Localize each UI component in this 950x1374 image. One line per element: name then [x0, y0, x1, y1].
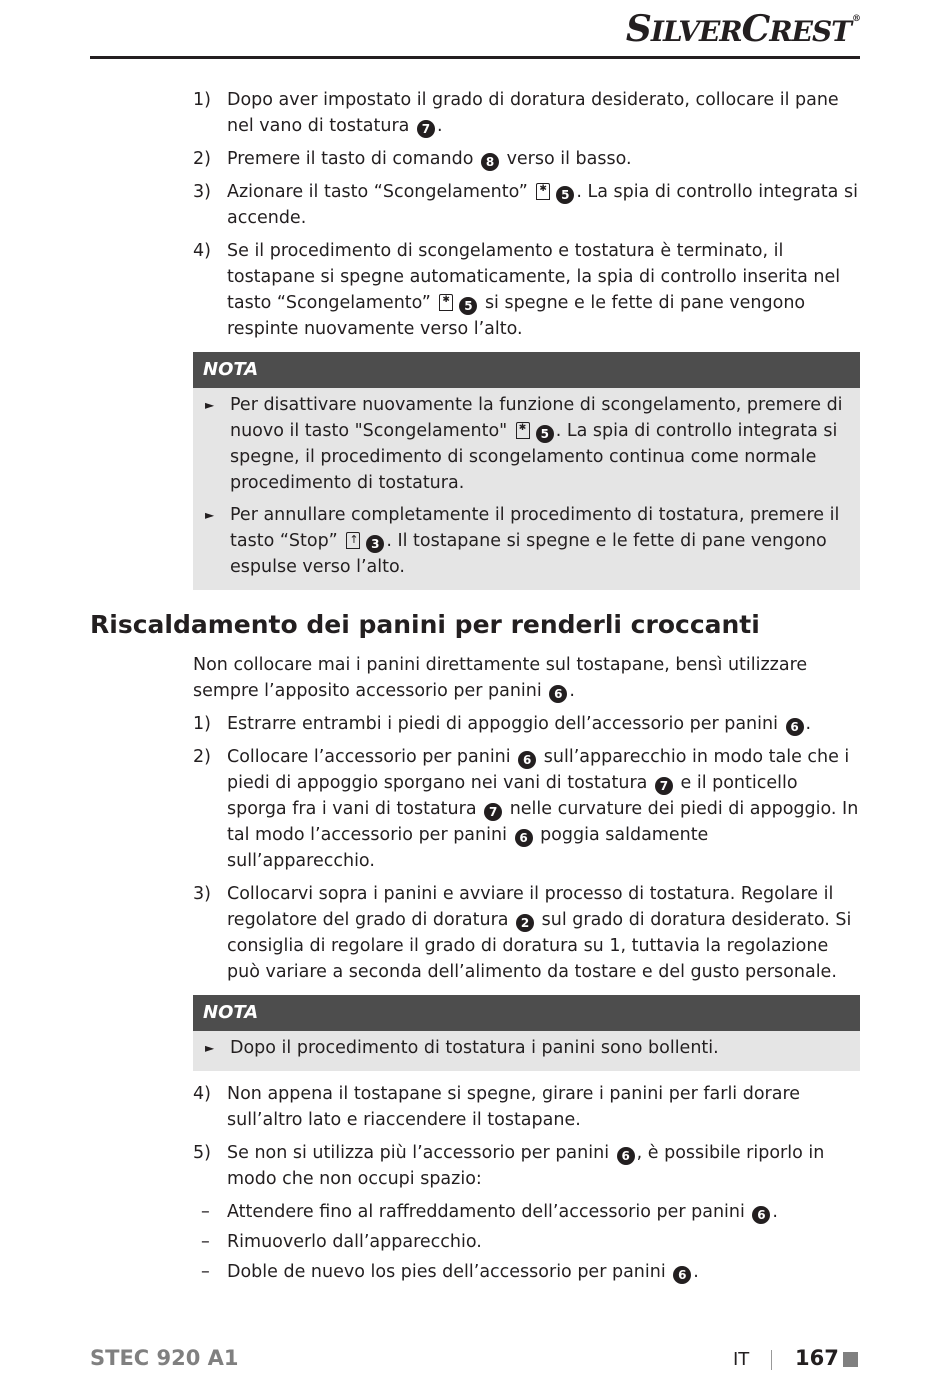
dash-item: – Doble de nuevo los pies dell’accessorio per panini 6 .	[201, 1262, 699, 1282]
note-item: ► Per disattivare nuovamente la funzione di scongelamento, premere di nuovo il tasto "Scongelamento" ✱5 . La spia di controllo integrata si spegne, il procedimento di scongelamento continua come normale procedimento di tostatura.	[205, 392, 846, 496]
circle-number-icon: 6	[549, 685, 567, 703]
defrost-icon	[516, 422, 530, 439]
note-item: ► Dopo il procedimento di tostatura i panini sono bollenti.	[205, 1035, 846, 1061]
stop-icon	[346, 532, 360, 549]
step-3: 3) Azionare il tasto “Scongelamento” ✱5 . La spia di controllo integrata si accende.	[193, 179, 860, 231]
circle-number-icon: 3	[366, 535, 384, 553]
note-title: NOTA	[193, 995, 860, 1031]
circle-number-icon: 6	[786, 718, 804, 736]
circle-number-icon: 8	[481, 153, 499, 171]
arrow-right-icon: ►	[205, 1041, 215, 1055]
step-1: 1) Dopo aver impostato il grado di doratura desiderato, collocare il pane nel vano di tostatura 7 .	[193, 90, 839, 136]
page-content	[90, 87, 860, 1289]
step-4: 4) Se il procedimento di scongelamento e tostatura è terminato, il tostapane si spegne automaticamente, la spia di controllo inserita nel tasto “Scongelamento” ✱5 si spegne e le fette di pane vengono respinte nuovamente verso l’alto.	[193, 238, 860, 342]
step-4: 4) Non appena il tostapane si spegne, girare i panini per farli dorare sull’altro lato e riaccendere il tostapane.	[193, 1084, 801, 1130]
circle-number-icon: 6	[515, 829, 533, 847]
step-3: 3) Collocarvi sopra i panini e avviare il processo di tostatura. Regolare il regolatore del grado di doratura 2 sul grado di doratura desiderato. Si consiglia di regolare il grado di doratura su 1, tuttavia la regolazione può variare a seconda dell’alimento da tostare e del gusto personale.	[193, 884, 852, 982]
section-heading: Riscaldamento dei panini per renderli croccanti	[90, 610, 760, 639]
silvercrest-logo: SILVERCREST®	[625, 8, 860, 50]
circle-number-icon: 6	[673, 1266, 691, 1284]
circle-number-icon: 6	[752, 1206, 770, 1224]
footer-divider	[771, 1350, 772, 1370]
steps-list	[193, 711, 860, 985]
header-rule	[90, 56, 860, 59]
circle-number-icon: 5	[536, 425, 554, 443]
steps-list	[193, 87, 860, 342]
note-title: NOTA	[193, 352, 860, 388]
step-2: 2) Collocare l’accessorio per panini 6 sull’apparecchio in modo tale che i piedi di appoggio sporgano nei vani di tostatura 7 e il ponticello sporga fra i vani di tostatura 7 nelle curvature dei piedi di appoggio. In tal modo l’accessorio per panini 6 poggia saldamente sull’apparecchio.	[193, 747, 859, 871]
note-box	[193, 352, 860, 590]
intro-text: Non collocare mai i panini direttamente sul tostapane, bensì utilizzare sempre l’apposito accessorio per panini 6 .	[193, 655, 808, 701]
note-item: ► Per annullare completamente il procedimento di tostatura, premere il tasto “Stop” ↑3 . Il tostapane si spegne e le fette di pane vengono espulse verso l’alto.	[205, 502, 846, 580]
circle-number-icon: 2	[516, 914, 534, 932]
circle-number-icon: 6	[617, 1147, 635, 1165]
footer-language: IT	[733, 1349, 750, 1370]
step-2: 2) Premere il tasto di comando 8 verso il basso.	[193, 149, 632, 169]
circle-number-icon: 6	[518, 751, 536, 769]
steps-list	[193, 1081, 860, 1285]
defrost-icon	[536, 183, 550, 200]
arrow-right-icon: ►	[205, 508, 215, 522]
circle-number-icon: 7	[484, 803, 502, 821]
step-5: 5) Se non si utilizza più l’accessorio per panini 6 , è possibile riporlo in modo che non occupi spazio:	[193, 1143, 825, 1189]
note-box	[193, 995, 860, 1071]
page-number: 167	[795, 1346, 839, 1370]
circle-number-icon: 7	[417, 120, 435, 138]
circle-number-icon: 7	[655, 777, 673, 795]
footer-model: STEC 920 A1	[90, 1346, 239, 1370]
dash-item: – Rimuoverlo dall’apparecchio.	[201, 1232, 482, 1252]
defrost-icon	[439, 294, 453, 311]
circle-number-icon: 5	[556, 186, 574, 204]
step-1: 1) Estrarre entrambi i piedi di appoggio dell’accessorio per panini 6 .	[193, 714, 812, 734]
arrow-right-icon: ►	[205, 398, 215, 412]
circle-number-icon: 5	[459, 297, 477, 315]
dash-item: – Attendere fino al raffreddamento dell’accessorio per panini 6 .	[201, 1202, 778, 1222]
square-icon	[843, 1352, 858, 1367]
